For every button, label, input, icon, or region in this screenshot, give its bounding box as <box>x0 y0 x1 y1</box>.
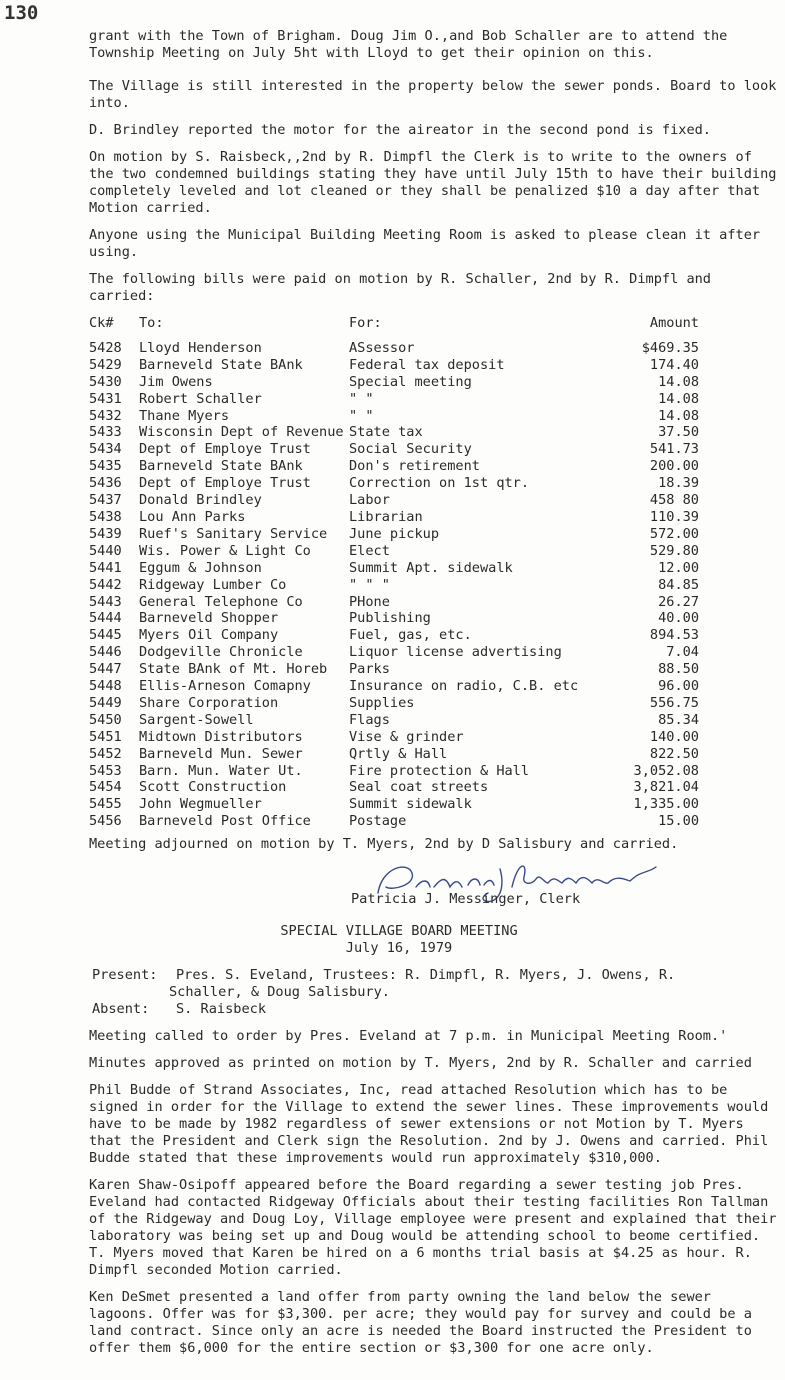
bill-amount: 200.00 <box>649 458 699 475</box>
bill-ck: 5450 <box>89 711 122 728</box>
bill-purpose: Flags <box>349 711 390 728</box>
bill-ck: 5447 <box>89 661 122 678</box>
bill-payee: Barneveld State BAnk <box>139 356 303 373</box>
bill-payee: Barn. Mun. Water Ut. <box>139 762 303 779</box>
bill-row <box>89 475 699 492</box>
bill-amount: 85.34 <box>658 711 699 728</box>
bill-ck: 5434 <box>89 441 122 458</box>
page-number: 130 <box>4 2 39 24</box>
bill-amount: 7.04 <box>666 644 699 661</box>
bill-purpose: Parks <box>349 661 390 678</box>
paragraph-sewer-testing: Karen Shaw-Osipoff appeared before the Board regarding a sewer testing job Pres. Eveland had contacted Ridgeway Officials about their testing facilities Ron Tallman of the Ridgeway and Doug Loy, Village employee were present and explained that their laboratory was being set up and Doug would be attending school to beome certified. T. Myers moved that Karen be hired on a 6 months trial basis at $4.25 as hour. R. Dimpfl seconded Motion carried. <box>89 1177 777 1279</box>
header-for: For: <box>349 315 382 331</box>
bill-purpose: Fire protection & Hall <box>349 762 530 779</box>
special-meeting-date: July 16, 1979 <box>345 940 453 957</box>
bill-ck: 5451 <box>89 728 122 745</box>
bill-row <box>89 796 699 813</box>
bill-ck: 5437 <box>89 492 122 509</box>
bill-row <box>89 594 699 611</box>
bill-row <box>89 543 699 560</box>
bill-purpose: Insurance on radio, C.B. etc <box>349 678 579 695</box>
bill-ck: 5436 <box>89 475 122 492</box>
bill-purpose: Fuel, gas, etc. <box>349 627 472 644</box>
bill-payee: State BAnk of Mt. Horeb <box>139 661 328 678</box>
bill-row <box>89 577 699 594</box>
bill-ck: 5435 <box>89 458 122 475</box>
paragraph-condemned: On motion by S. Raisbeck,,2nd by R. Dimpfl the Clerk is to write to the owners of the two condemned buildings stating they have until July 15th to have their building completely leveled and lot cleaned or they shall be penalized $10 a day after that Motion carried. <box>89 149 777 216</box>
bill-payee: Barneveld Shopper <box>139 610 279 627</box>
bills-table <box>89 315 699 830</box>
bill-ck: 5446 <box>89 644 122 661</box>
signature-printed-name: Patricia J. Messinger, Clerk <box>351 891 581 908</box>
bill-payee: Wis. Power & Light Co <box>139 542 311 559</box>
bill-row <box>89 610 699 627</box>
present-label: Present: <box>92 967 158 984</box>
bill-purpose: Federal tax deposit <box>349 356 505 373</box>
bill-payee: Robert Schaller <box>139 390 262 407</box>
bill-row <box>89 678 699 695</box>
bill-row <box>89 441 699 458</box>
bill-row <box>89 763 699 780</box>
header-amount: Amount <box>649 315 699 331</box>
bill-ck: 5438 <box>89 508 122 525</box>
bill-payee: Scott Construction <box>139 779 287 796</box>
paragraph-resolution: Phil Budde of Strand Associates, Inc, read attached Resolution which has to be signed in order for the Village to extend the sewer lines. These improvements would have to be made by 1982 regardless of sewer extensions or not Motion by T. Myers that the President and Clerk sign the Resolution. 2nd by J. Owens and carried. Phil Budde stated that these improvements would run approximately $310,000. <box>89 1082 769 1167</box>
bill-ck: 5429 <box>89 356 122 373</box>
bill-ck: 5449 <box>89 694 122 711</box>
paragraph-land-offer: Ken DeSmet presented a land offer from party owning the land below the sewer lagoons. Offer was for $3,300. per acre; they would pay for survey and could be a land contract. Since only an acre is needed the Board instructed the President to offer them $6,000 for the entire section or $3,300 for one acre only. <box>89 1289 752 1357</box>
bill-purpose: Summit sidewalk <box>349 796 472 813</box>
bill-ck: 5433 <box>89 424 122 441</box>
bill-row <box>89 424 699 441</box>
bill-amount: 14.08 <box>658 390 699 407</box>
bill-ck: 5441 <box>89 559 122 576</box>
bill-amount: 18.39 <box>658 475 699 492</box>
bill-amount: 14.08 <box>658 407 699 424</box>
paragraph-property: The Village is still interested in the property below the sewer ponds. Board to look into. <box>89 78 777 111</box>
bill-purpose: Seal coat streets <box>349 779 489 796</box>
bill-amount: 174.40 <box>649 356 699 373</box>
bill-payee: Barneveld Post Office <box>139 813 311 830</box>
bill-purpose: Vise & grinder <box>349 728 464 745</box>
bill-ck: 5431 <box>89 390 122 407</box>
bill-amount: 140.00 <box>649 728 699 745</box>
bill-payee: Lou Ann Parks <box>139 508 246 525</box>
bill-amount: 822.50 <box>649 745 699 762</box>
bill-row <box>89 357 699 374</box>
bill-amount: 84.85 <box>658 576 699 593</box>
bill-ck: 5440 <box>89 542 122 559</box>
bill-purpose: Social Security <box>349 441 472 458</box>
bill-amount: 529.80 <box>649 542 699 559</box>
bill-purpose: Librarian <box>349 508 423 525</box>
bill-amount: 3,821.04 <box>633 779 699 796</box>
bill-amount: 14.08 <box>658 373 699 390</box>
bills-body <box>89 340 699 830</box>
bill-row <box>89 661 699 678</box>
bill-purpose: Publishing <box>349 610 431 627</box>
bill-purpose: Elect <box>349 542 390 559</box>
bill-row <box>89 695 699 712</box>
bill-amount: 110.39 <box>649 508 699 525</box>
bill-purpose: Correction on 1st qtr. <box>349 475 530 492</box>
bill-amount: 15.00 <box>658 813 699 830</box>
bill-payee: Barneveld Mun. Sewer <box>139 745 303 762</box>
paragraph-minutes: Minutes approved as printed on motion by T. Myers, 2nd by R. Schaller and carried <box>89 1055 752 1072</box>
bill-purpose: Labor <box>349 492 390 509</box>
bill-row <box>89 644 699 661</box>
bill-ck: 5432 <box>89 407 122 424</box>
bill-payee: Midtown Distributors <box>139 728 303 745</box>
bill-payee: Ridgeway Lumber Co <box>139 576 287 593</box>
bill-ck: 5439 <box>89 525 122 542</box>
bill-purpose: " " <box>349 390 374 407</box>
bill-ck: 5456 <box>89 813 122 830</box>
bill-ck: 5442 <box>89 576 122 593</box>
absent-names: S. Raisbeck <box>176 1001 267 1018</box>
bill-amount: 12.00 <box>658 559 699 576</box>
present-names: Pres. S. Eveland, Trustees: R. Dimpfl, R. Myers, J. Owens, R. <box>176 967 676 984</box>
bill-payee: Ruef's Sanitary Service <box>139 525 328 542</box>
bill-amount: 458 80 <box>649 492 699 509</box>
bill-row <box>89 340 699 357</box>
bill-purpose: " " " <box>349 576 390 593</box>
special-meeting-title: SPECIAL VILLAGE BOARD MEETING <box>280 923 518 940</box>
bill-payee: Barneveld State BAnk <box>139 458 303 475</box>
bill-ck: 5430 <box>89 373 122 390</box>
bill-row <box>89 458 699 475</box>
present-row <box>92 967 779 984</box>
paragraph-motor: D. Brindley reported the motor for the aireator in the second pond is fixed. <box>89 122 711 138</box>
bill-payee: Jim Owens <box>139 373 213 390</box>
bill-amount: 37.50 <box>658 424 699 441</box>
paragraph-adjourned: Meeting adjourned on motion by T. Myers, 2nd by D Salisbury and carried. <box>89 836 679 853</box>
absent-row <box>92 1001 779 1018</box>
bill-payee: John Wegmueller <box>139 796 262 813</box>
bill-row <box>89 509 699 526</box>
bill-row <box>89 729 699 746</box>
bill-purpose: ASsessor <box>349 339 415 356</box>
bill-ck: 5452 <box>89 745 122 762</box>
bill-purpose: Supplies <box>349 694 415 711</box>
bill-row <box>89 779 699 796</box>
bill-row <box>89 746 699 763</box>
bill-purpose: Qrtly & Hall <box>349 745 448 762</box>
bill-ck: 5453 <box>89 762 122 779</box>
bill-payee: Lloyd Henderson <box>139 339 262 356</box>
bill-ck: 5448 <box>89 678 122 695</box>
bill-payee: Thane Myers <box>139 407 230 424</box>
bill-payee: Share Corporation <box>139 694 279 711</box>
bill-purpose: Don's retirement <box>349 458 480 475</box>
bill-purpose: " " <box>349 407 374 424</box>
bill-row <box>89 813 699 830</box>
bill-row <box>89 374 699 391</box>
bill-ck: 5443 <box>89 593 122 610</box>
bill-amount: 26.27 <box>658 593 699 610</box>
paragraph-bills-intro: The following bills were paid on motion by R. Schaller, 2nd by R. Dimpfl and carried: <box>89 271 711 304</box>
bill-row <box>89 492 699 509</box>
bill-payee: Wisconsin Dept of Revenue <box>139 424 344 441</box>
bill-purpose: Special meeting <box>349 373 472 390</box>
bill-purpose: June pickup <box>349 525 440 542</box>
bill-payee: Donald Brindley <box>139 492 262 509</box>
bill-payee: General Telephone Co <box>139 593 303 610</box>
bill-amount: 1,335.00 <box>633 796 699 813</box>
header-to: To: <box>139 315 164 331</box>
bill-row <box>89 627 699 644</box>
present-names-cont: Schaller, & Doug Salisbury. <box>169 984 390 1001</box>
bill-amount: 40.00 <box>658 610 699 627</box>
bill-amount: 3,052.08 <box>633 762 699 779</box>
bill-purpose: Liquor license advertising <box>349 644 562 661</box>
bill-ck: 5455 <box>89 796 122 813</box>
bill-amount: 572.00 <box>649 525 699 542</box>
bill-payee: Sargent-Sowell <box>139 711 254 728</box>
bill-amount: 894.53 <box>649 627 699 644</box>
bill-purpose: State tax <box>349 424 423 441</box>
header-ck: Ck# <box>89 315 114 331</box>
paragraph-grant: grant with the Town of Brigham. Doug Jim O.,and Bob Schaller are to attend the Township Meeting on July 5ht with Lloyd to get their opinion on this. <box>89 28 728 61</box>
bill-amount: 88.50 <box>658 661 699 678</box>
bill-row <box>89 560 699 577</box>
signature-block <box>89 853 779 911</box>
bill-payee: Dodgeville Chronicle <box>139 644 303 661</box>
absent-label: Absent: <box>92 1001 150 1018</box>
bill-payee: Dept of Employe Trust <box>139 441 311 458</box>
bill-ck: 5444 <box>89 610 122 627</box>
bill-row <box>89 408 699 425</box>
paragraph-meeting-room: Anyone using the Municipal Building Meeting Room is asked to please clean it after using. <box>89 227 761 260</box>
bill-row <box>89 526 699 543</box>
bill-purpose: PHone <box>349 593 390 610</box>
bill-amount: $469.35 <box>641 339 699 356</box>
paragraph-called-to-order: Meeting called to order by Pres. Eveland at 7 p.m. in Municipal Meeting Room.' <box>89 1028 728 1045</box>
bills-header-row <box>89 315 699 332</box>
bill-ck: 5454 <box>89 779 122 796</box>
bill-amount: 96.00 <box>658 678 699 695</box>
bill-payee: Eggum & Johnson <box>139 559 262 576</box>
bill-row <box>89 712 699 729</box>
bill-payee: Ellis-Arneson Comapny <box>139 678 311 695</box>
bill-amount: 556.75 <box>649 694 699 711</box>
bill-payee: Dept of Employe Trust <box>139 475 311 492</box>
bill-purpose: Summit Apt. sidewalk <box>349 559 513 576</box>
bill-payee: Myers Oil Company <box>139 627 279 644</box>
document-body <box>89 0 779 1357</box>
bill-ck: 5445 <box>89 627 122 644</box>
bill-ck: 5428 <box>89 339 122 356</box>
bill-purpose: Postage <box>349 813 407 830</box>
bill-amount: 541.73 <box>649 441 699 458</box>
bill-row <box>89 391 699 408</box>
